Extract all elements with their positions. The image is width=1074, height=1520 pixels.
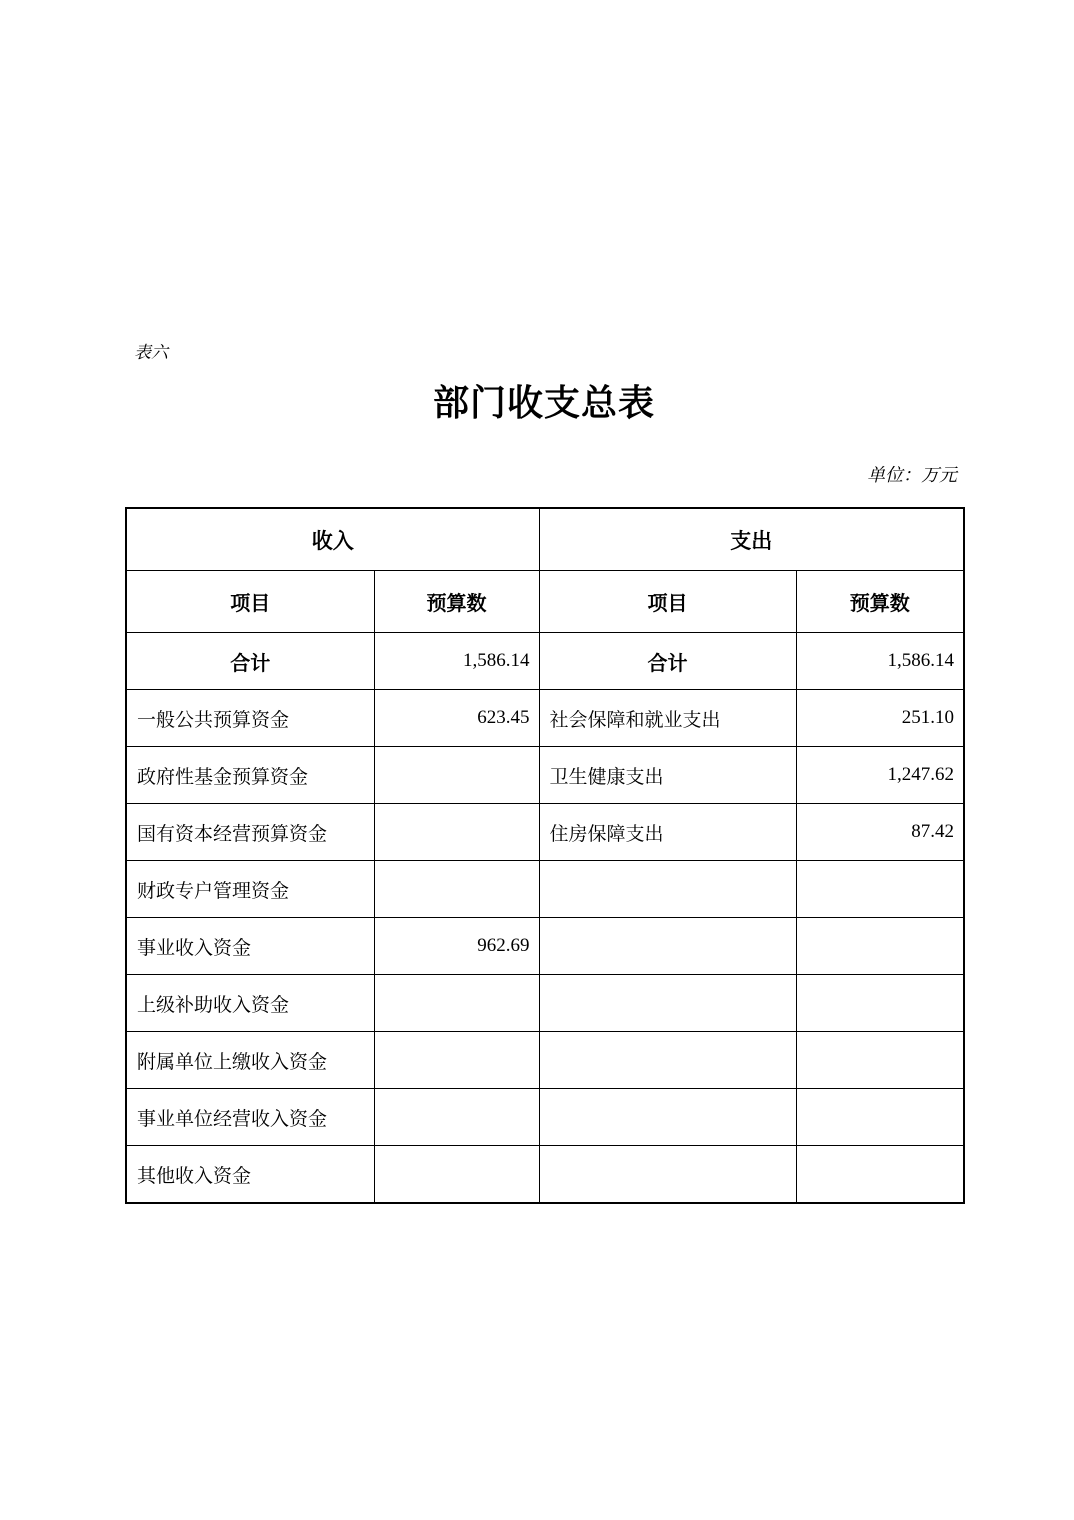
expense-value-cell — [796, 1089, 964, 1146]
expense-item-cell — [539, 918, 796, 975]
budget-summary-table — [125, 507, 965, 1204]
income-value-cell: 962.69 — [374, 918, 539, 975]
income-item-cell: 国有资本经营预算资金 — [126, 804, 374, 861]
table-row — [126, 690, 964, 747]
income-item-cell: 上级补助收入资金 — [126, 975, 374, 1032]
expense-item-cell — [539, 861, 796, 918]
income-item-column-header: 项目 — [126, 571, 374, 633]
income-item-cell: 财政专户管理资金 — [126, 861, 374, 918]
income-item-cell: 一般公共预算资金 — [126, 690, 374, 747]
income-item-cell: 其他收入资金 — [126, 1146, 374, 1204]
expense-value-cell — [796, 975, 964, 1032]
expense-item-cell — [539, 975, 796, 1032]
income-budget-column-header: 预算数 — [374, 571, 539, 633]
income-item-cell: 附属单位上缴收入资金 — [126, 1032, 374, 1089]
table-number-label: 表六 — [134, 343, 168, 362]
expense-item-cell: 合计 — [539, 633, 796, 690]
income-value-cell — [374, 804, 539, 861]
expense-item-cell — [539, 1032, 796, 1089]
expense-item-cell: 社会保障和就业支出 — [539, 690, 796, 747]
expense-value-cell: 87.42 — [796, 804, 964, 861]
income-section-header: 收入 — [126, 508, 539, 571]
expense-section-header: 支出 — [539, 508, 964, 571]
expense-item-cell — [539, 1089, 796, 1146]
income-value-cell — [374, 975, 539, 1032]
page-title: 部门收支总表 — [432, 383, 655, 423]
expense-value-cell — [796, 1032, 964, 1089]
table-row — [126, 918, 964, 975]
expense-budget-column-header: 预算数 — [796, 571, 964, 633]
expense-item-cell: 住房保障支出 — [539, 804, 796, 861]
expense-item-cell — [539, 1146, 796, 1204]
income-value-cell: 623.45 — [374, 690, 539, 747]
column-header-row — [126, 571, 964, 633]
income-value-cell — [374, 747, 539, 804]
expense-item-column-header: 项目 — [539, 571, 796, 633]
unit-note: 单位：万元 — [867, 465, 957, 485]
income-item-cell: 事业单位经营收入资金 — [126, 1089, 374, 1146]
income-value-cell — [374, 1032, 539, 1089]
expense-value-cell: 1,247.62 — [796, 747, 964, 804]
income-value-cell — [374, 1146, 539, 1204]
expense-value-cell: 1,586.14 — [796, 633, 964, 690]
table-row — [126, 747, 964, 804]
table-row — [126, 1032, 964, 1089]
expense-value-cell — [796, 1146, 964, 1204]
income-value-cell — [374, 1089, 539, 1146]
table-row — [126, 975, 964, 1032]
income-item-cell: 事业收入资金 — [126, 918, 374, 975]
expense-value-cell — [796, 918, 964, 975]
expense-item-cell: 卫生健康支出 — [539, 747, 796, 804]
table-row — [126, 1089, 964, 1146]
table-row — [126, 804, 964, 861]
expense-value-cell — [796, 861, 964, 918]
income-value-cell — [374, 861, 539, 918]
income-item-cell: 合计 — [126, 633, 374, 690]
table-row — [126, 861, 964, 918]
income-item-cell: 政府性基金预算资金 — [126, 747, 374, 804]
section-header-row — [126, 508, 964, 571]
table-row — [126, 1146, 964, 1204]
table-row-total — [126, 633, 964, 690]
income-value-cell: 1,586.14 — [374, 633, 539, 690]
expense-value-cell: 251.10 — [796, 690, 964, 747]
